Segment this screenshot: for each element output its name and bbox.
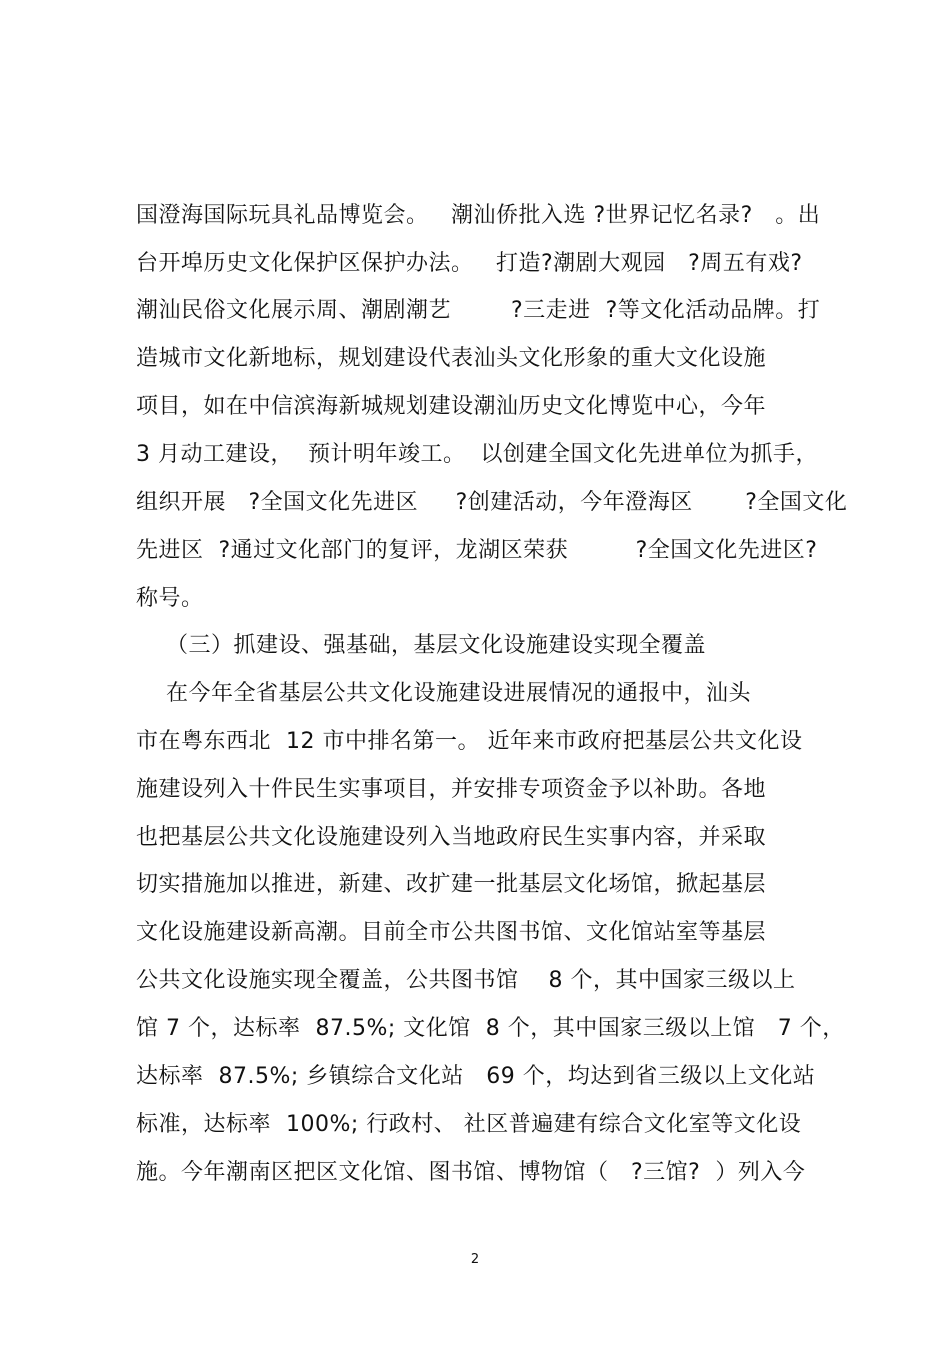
text-line: 达标率 87.5%; 乡镇综合文化站 69 个，均达到省三级以上文化站 xyxy=(136,1064,816,1089)
text-line: 在今年全省基层公共文化设施建设进展情况的通报中，汕头 xyxy=(136,681,751,706)
text-line: 也把基层公共文化设施建设列入当地政府民生实事内容，并采取 xyxy=(136,825,767,850)
section-heading: （三）抓建设、强基础，基层文化设施建设实现全覆盖 xyxy=(136,633,706,658)
text-line: 项目，如在中信滨海新城规划建设潮汕历史文化博览中心，今年 xyxy=(136,394,767,419)
text-line: 市在粤东西北 12 市中排名第一。 近年来市政府把基层公共文化设 xyxy=(136,729,803,754)
text-line: 先进区 ?通过文化部门的复评，龙湖区荣获 ?全国文化先进区? xyxy=(136,538,818,563)
page-number: 2 xyxy=(470,1252,480,1267)
text-line: 称号。 xyxy=(136,586,204,611)
text-line: 施建设列入十件民生实事项目，并安排专项资金予以补助。各地 xyxy=(136,777,767,802)
text-line: 切实措施加以推进，新建、改扩建一批基层文化场馆，掀起基层 xyxy=(136,872,767,897)
text-line: 3 月动工建设， 预计明年竣工。 以创建全国文化先进单位为抓手， xyxy=(136,442,818,467)
text-line: 国澄海国际玩具礼品博览会。 潮汕侨批入选 ?世界记忆名录? 。出 xyxy=(136,203,821,228)
text-line: 公共文化设施实现全覆盖，公共图书馆 8 个，其中国家三级以上 xyxy=(136,968,796,993)
text-line: 馆 7 个，达标率 87.5%; 文化馆 8 个，其中国家三级以上馆 7 个， xyxy=(136,1016,845,1041)
text-line: 潮汕民俗文化展示周、潮剧潮艺 ?三走进 ?等文化活动品牌。打 xyxy=(136,298,821,323)
text-line: 组织开展 ?全国文化先进区 ?创建活动，今年澄海区 ?全国文化 xyxy=(136,490,848,515)
text-line: 标准，达标率 100%; 行政村、 社区普遍建有综合文化室等文化设 xyxy=(136,1112,802,1137)
text-line: 造城市文化新地标，规划建设代表汕头文化形象的重大文化设施 xyxy=(136,346,767,371)
text-line: 文化设施建设新高潮。目前全市公共图书馆、文化馆站室等基层 xyxy=(136,920,767,945)
text-line: 施。今年潮南区把区文化馆、图书馆、博物馆（ ?三馆? ）列入今 xyxy=(136,1160,806,1185)
text-line: 台开埠历史文化保护区保护办法。 打造?潮剧大观园 ?周五有戏? xyxy=(136,251,803,276)
